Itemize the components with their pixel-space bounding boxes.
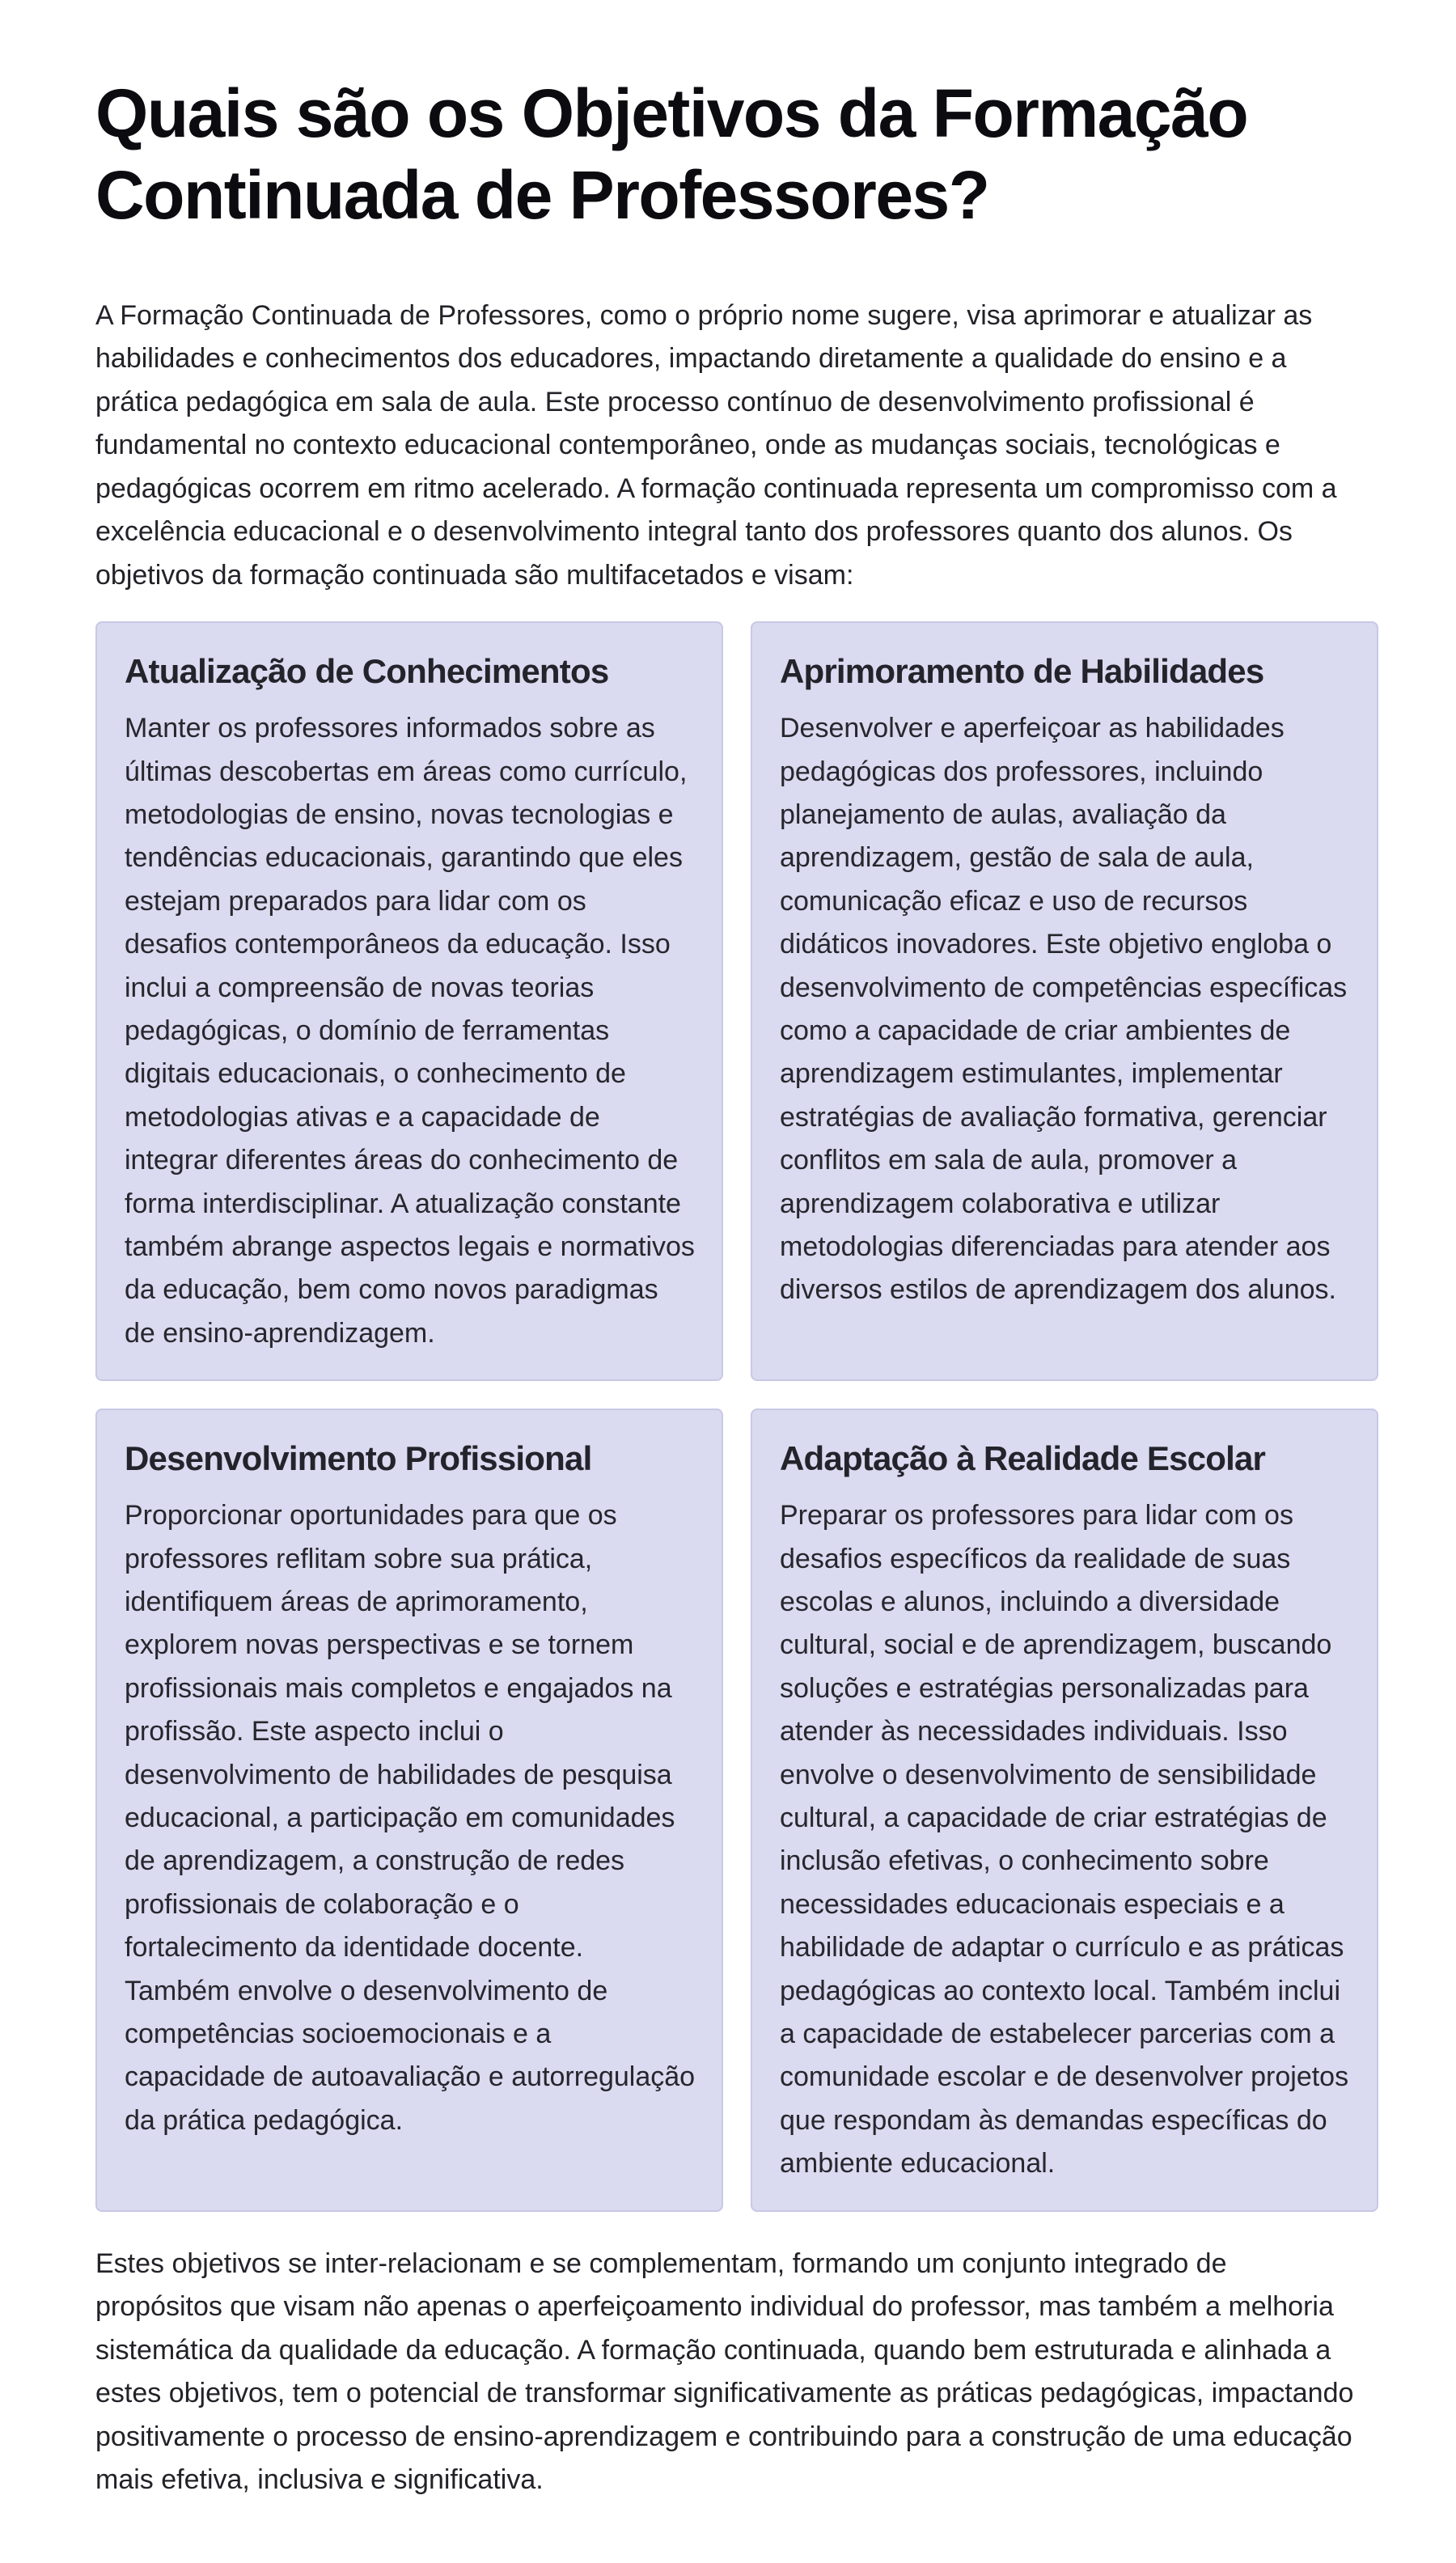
card-title: Adaptação à Realidade Escolar xyxy=(780,1439,1266,1478)
card-text: Preparar os professores para lidar com os desafios específicos da realidade de suas escolas e alunos, incluindo a diversidade cultural, social e de aprendizagem, buscando soluções e estratégias personalizadas para atender às necessidades individuais. Isso envolve o desenvolvimento de sensibilidade cultural, a capacidade de criar estratégias de inclusão efetivas, o conhecimento sobre necessidades educacionais especiais e a habilidade de adaptar o currículo e as práticas pedagógicas ao contexto local. Também inclui a capacidade de estabelecer parcerias com a comunidade escolar e de desenvolver projetos que respondam às demandas específicas do ambiente educacional. xyxy=(780,1500,1349,2180)
card-text: Manter os professores informados sobre as últimas descobertas em áreas como currículo, metodologias de ensino, novas tecnologias e tendências educacionais, garantindo que eles estejam preparados para lidar com os desafios contemporâneos da educação. Isso inclui a compreensão de novas teorias pedagógicas, o domínio de ferramentas digitais educacionais, o conhecimento de metodologias ativas e a capacidade de integrar diferentes áreas do conhecimento de forma interdisciplinar. A atualização constante também abrange aspectos legais e normativos da educação, bem como novos paradigmas de ensino-aprendizagem. xyxy=(125,713,695,1349)
objective-card-atualizacao xyxy=(95,621,723,1381)
card-title: Desenvolvimento Profissional xyxy=(125,1439,592,1478)
objective-card-adaptacao xyxy=(751,1409,1378,2212)
closing-paragraph: Estes objetivos se inter-relacionam e se complementam, formando um conjunto integrado de propósitos que visam não apenas o aperfeiçoamento individual do professor, mas também a melhoria sistemática da qualidade da educação. A formação continuada, quando bem estruturada e alinhada a estes objetivos, tem o potencial de transformar significativamente as práticas pedagógicas, impactando positivamente o processo de ensino-aprendizagem e contribuindo para a construção de uma educação mais efetiva, inclusiva e significativa. xyxy=(95,2247,1354,2496)
objective-card-desenvolvimento xyxy=(95,1409,723,2212)
page-title: Quais são os Objetivos da Formação Continuada de Professores? xyxy=(95,75,1248,233)
objectives-grid xyxy=(95,621,1378,2212)
card-text: Proporcionar oportunidades para que os professores reflitam sobre sua prática, identifiquem áreas de aprimoramento, explorem novas perspectivas e se tornem profissionais mais completos e engajados na profissão. Este aspecto inclui o desenvolvimento de habilidades de pesquisa educacional, a participação em comunidades de aprendizagem, a construção de redes profissionais de colaboração e o fortalecimento da identidade docente. Também envolve o desenvolvimento de competências socioemocionais e a capacidade de autoavaliação e autorregulação da prática pedagógica. xyxy=(125,1500,696,2136)
card-text: Desenvolver e aperfeiçoar as habilidades pedagógicas dos professores, incluindo planejamento de aulas, avaliação da aprendizagem, gestão de sala de aula, comunicação eficaz e uso de recursos didáticos inovadores. Este objetivo engloba o desenvolvimento de competências específicas como a capacidade de criar ambientes de aprendizagem estimulantes, implementar estratégias de avaliação formativa, gerenciar conflitos em sala de aula, promover a aprendizagem colaborativa e utilizar metodologias diferenciadas para atender aos diversos estilos de aprendizagem dos alunos. xyxy=(780,713,1348,1306)
card-title: Aprimoramento de Habilidades xyxy=(780,652,1264,691)
card-title: Atualização de Conhecimentos xyxy=(125,652,609,691)
intro-paragraph: A Formação Continuada de Professores, como o próprio nome sugere, visa aprimorar e atualizar as habilidades e conhecimentos dos educadores, impactando diretamente a qualidade do ensino e a prática pedagógica em sala de aula. Este processo contínuo de desenvolvimento profissional é fundamental no contexto educacional contemporâneo, onde as mudanças sociais, tecnológicas e pedagógicas ocorrem em ritmo acelerado. A formação continuada representa um compromisso com a excelência educacional e o desenvolvimento integral tanto dos professores quanto dos alunos. Os objetivos da formação continuada são multifacetados e visam: xyxy=(95,299,1337,591)
objective-card-aprimoramento xyxy=(751,621,1378,1381)
